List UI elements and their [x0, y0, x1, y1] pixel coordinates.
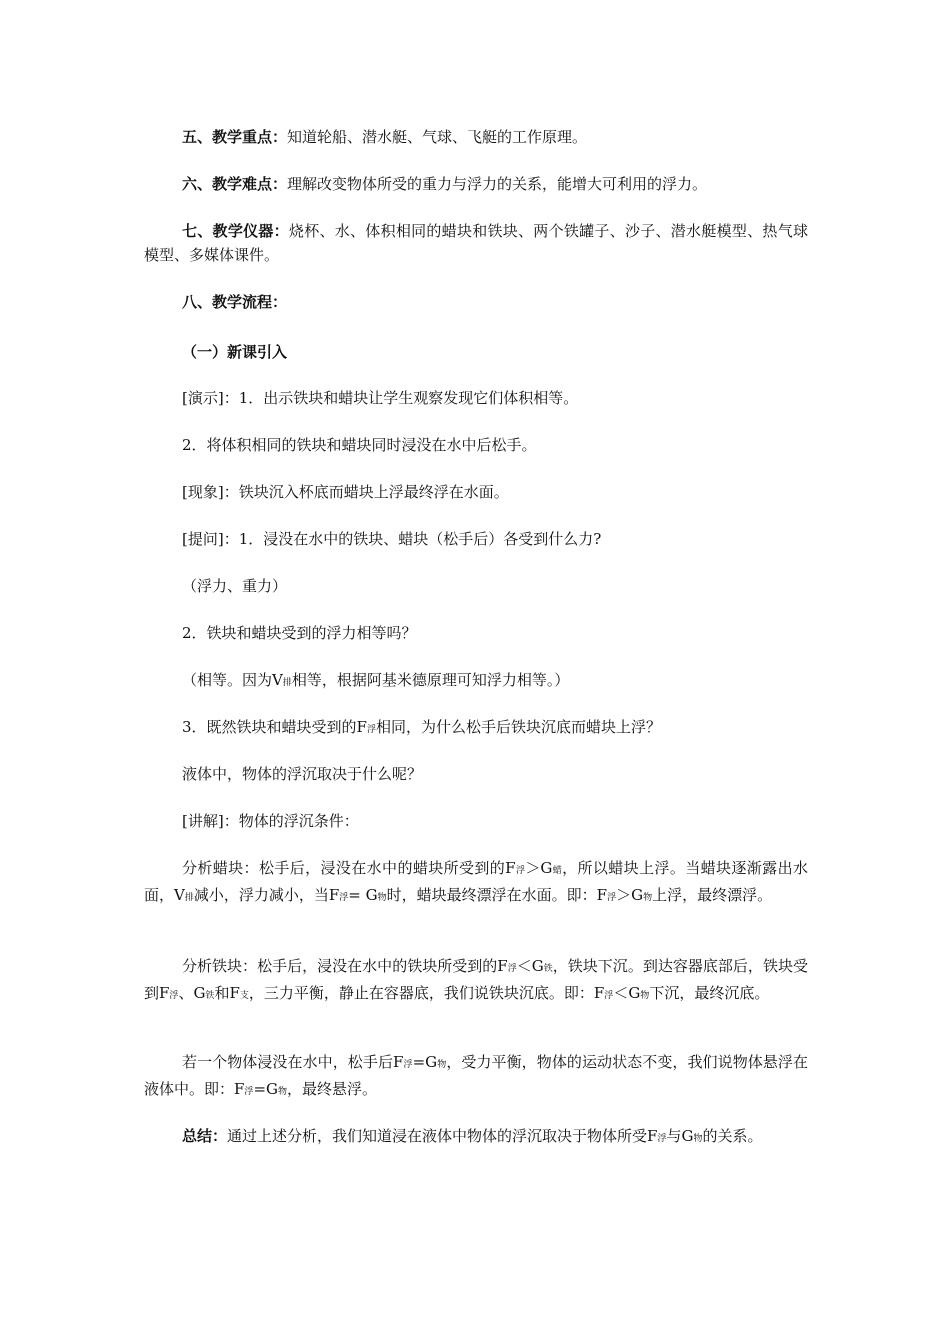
subscript: 浮	[339, 893, 349, 903]
subscript: 浮	[604, 991, 614, 1001]
paragraph-wax-analysis	[144, 856, 808, 910]
text-run: 通过上述分析，我们知道浸在液体中物体的浮沉取决于物体所受F	[227, 1127, 658, 1145]
line-phenomenon: [现象]：铁块沉入杯底而蜡块上浮最终浮在水面。	[182, 483, 509, 501]
text-run: （相等。因为V	[182, 671, 283, 689]
text-run: ，三力平衡，静止在容器底，我们说铁块沉底。即：F	[248, 984, 605, 1002]
text-run: =G	[253, 1080, 278, 1098]
section-text: 知道轮船、潜水艇、气球、飞艇的工作原理。	[287, 128, 588, 146]
subscript: 浮	[244, 1087, 254, 1097]
section-text: 烧杯、水、体积相同的蜡块和铁块、两个铁罐子、沙子、潜水艇模型、热气球模型、多媒体课件。	[144, 222, 808, 264]
subscript: 物	[377, 893, 387, 903]
text-run: ，受力平衡，物体的运动状态不变，我们说物体悬浮在液体中。即：F	[144, 1053, 808, 1098]
text-run: 、G	[178, 984, 206, 1002]
subscript: 支	[239, 991, 249, 1001]
section-heading: 五、教学重点：	[182, 128, 288, 146]
section-teaching-difficulty	[144, 172, 808, 196]
text-run: 的关系。	[702, 1127, 763, 1145]
paragraph-iron-analysis	[144, 954, 808, 1008]
subscript: 浮	[657, 1134, 667, 1144]
paragraph-suspension	[144, 1050, 808, 1104]
text-run: ，铁块下沉。到达容器底部后，铁块受到F	[144, 957, 808, 1002]
text-run: ＞G	[616, 886, 644, 904]
subscript: 蜡	[552, 866, 563, 876]
line-answer-1: （浮力、重力）	[182, 577, 288, 595]
text-run: 上浮，最终漂浮。	[652, 886, 773, 904]
text-run: ，所以蜡块上浮。当蜡块逐渐露出水面，V	[144, 859, 808, 904]
line-question-1: [提问]：1．浸没在水中的铁块、蜡块（松手后）各受到什么力?	[182, 530, 602, 548]
section-teaching-process	[144, 290, 808, 314]
text-run: 与G	[666, 1127, 694, 1145]
subscript: 排	[282, 678, 292, 688]
section-teaching-instruments	[144, 219, 808, 267]
text-run: 相等，根据阿基米德原理可知浮力相等。）	[291, 671, 570, 689]
text-run: 分析铁块：松手后，浸没在水中的铁块所受到的F	[182, 957, 508, 975]
line-question-4: 液体中，物体的浮沉取决于什么呢？	[182, 765, 423, 783]
subscript: 排	[184, 893, 194, 903]
line-answer-2	[144, 668, 808, 695]
subscript: 浮	[366, 725, 376, 735]
subscript: 物	[693, 1134, 703, 1144]
text-run: 减小，浮力减小，当F	[193, 886, 340, 904]
text-run: 和F	[214, 984, 240, 1002]
subscript: 铁	[543, 964, 553, 974]
subsection-heading: （一）新课引入	[182, 343, 288, 361]
section-text: 理解改变物体所受的重力与浮力的关系，能增大可利用的浮力。	[287, 175, 708, 193]
text-run: = G	[348, 886, 378, 904]
line-demo: [演示]：1．出示铁块和蜡块让学生观察发现它们体积相等。	[182, 389, 579, 407]
subscript: 物	[437, 1060, 447, 1070]
text-run: ＜G	[613, 984, 641, 1002]
text-run: 若一个物体浸没在水中，松手后F	[182, 1053, 404, 1071]
text-run: ＞G	[525, 859, 553, 877]
section-heading: 七、教学仪器：	[182, 222, 289, 240]
text-run: ，最终悬浮。	[287, 1080, 378, 1098]
subscript: 物	[278, 1087, 288, 1097]
text-run: 下沉，最终沉底。	[649, 984, 770, 1002]
subscript: 浮	[515, 866, 526, 876]
subscript: 铁	[205, 991, 215, 1001]
paragraph-summary	[144, 1124, 808, 1151]
subscript: 物	[640, 991, 650, 1001]
line-question-3	[144, 715, 808, 742]
text-run: 时，蜡块最终漂浮在水面。即：F	[386, 886, 608, 904]
text-run: ＜G	[516, 957, 544, 975]
subscript: 物	[643, 893, 653, 903]
subscript: 浮	[403, 1060, 413, 1070]
subscript: 浮	[607, 893, 617, 903]
line-demo-2: 2．将体积相同的铁块和蜡块同时浸没在水中后松手。	[182, 436, 537, 454]
line-question-2: 2．铁块和蜡块受到的浮力相等吗？	[182, 624, 417, 642]
text-run: =G	[412, 1053, 438, 1071]
text-run: 相同，为什么松手后铁块沉底而蜡块上浮？	[375, 718, 661, 736]
section-heading: 六、教学难点：	[182, 175, 288, 193]
line-explanation: [讲解]：物体的浮沉条件：	[182, 812, 359, 830]
subscript: 浮	[507, 964, 517, 974]
section-heading: 八、教学流程：	[182, 293, 288, 311]
subsection-intro	[144, 340, 808, 364]
subscript: 浮	[169, 991, 179, 1001]
section-teaching-focus	[144, 125, 808, 149]
text-run: 分析蜡块：松手后，浸没在水中的蜡块所受到的F	[182, 859, 516, 877]
text-run: 3．既然铁块和蜡块受到的F	[182, 718, 367, 736]
summary-heading: 总结：	[182, 1127, 228, 1145]
